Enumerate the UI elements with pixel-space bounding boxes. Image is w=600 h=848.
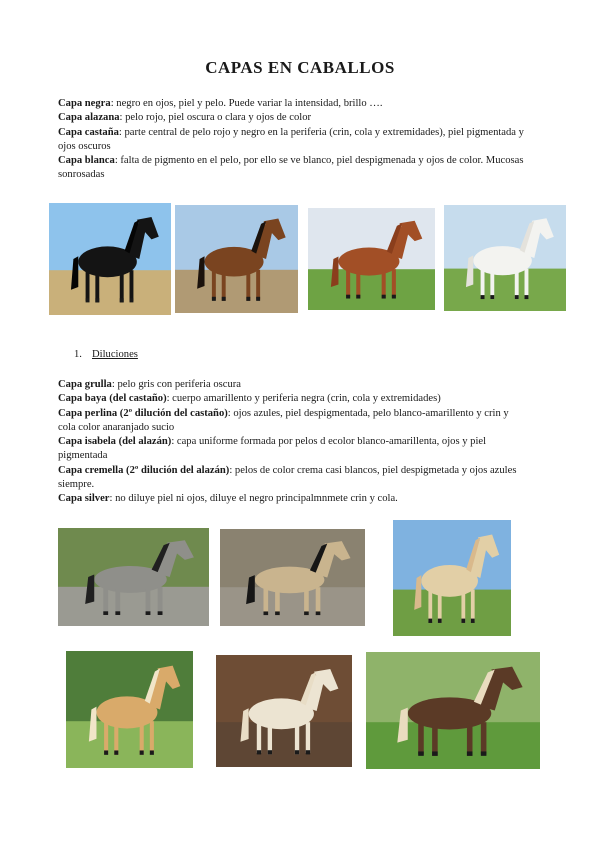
dilution-desc: : cuerpo amarillento y periferia negra (crin, cola y extremidades) <box>166 393 441 405</box>
coat-term: Capa alazana <box>58 112 120 124</box>
white-horse-photo <box>444 205 566 311</box>
coat-desc: : falta de pigmento en el pelo, por ello se ve blanco, piel despigmenada y ojos de color. Mucosas sonrosadas <box>58 155 524 181</box>
chestnut-horse-photo <box>308 208 435 310</box>
dilution-desc: : capa uniforme formada por pelos d ecolor blanco-amarillenta, ojos y piel pigmentada <box>58 436 487 462</box>
white-horse-photo-image <box>444 205 566 311</box>
page-title: CAPAS EN CABALLOS <box>205 58 395 77</box>
grulla-horse-photo-image <box>58 528 209 626</box>
coat-term: Capa castaña <box>58 126 119 138</box>
dilution-term: Capa grulla <box>58 379 112 390</box>
dilution-item <box>58 464 528 493</box>
cremello-horse-photo-image <box>216 655 352 767</box>
bay-horse-photo <box>175 205 298 313</box>
dilution-desc: : no diluye piel ni ojos, diluye el negro principalmnmete crin y cola. <box>109 493 398 505</box>
dilution-item <box>58 435 528 464</box>
dilution-item <box>58 392 528 406</box>
dilution-term: Capa isabela (del alazán) <box>58 436 172 448</box>
dilution-term: Capa cremella (2º dilución del alazán) <box>58 464 230 476</box>
buckskin-horse-photo-image <box>220 529 365 626</box>
dilution-desc: : ojos azules, piel despigmentada, pelo blanco-amarillento y crin y cola color anaranjado sucio <box>58 407 509 433</box>
coat-item <box>58 126 528 155</box>
section-number: 1. <box>74 349 82 360</box>
cremello-horse-photo <box>216 655 352 767</box>
section-heading <box>74 349 138 360</box>
palomino-horse-photo-image <box>66 651 193 768</box>
dilution-desc: : pelos de color crema casi blancos, piel despigmetada y ojos azules siempre. <box>58 464 517 491</box>
dilution-term: Capa baya (del castaño) <box>58 393 167 405</box>
palomino-horse-photo <box>66 651 193 768</box>
dilution-term: Capa silver <box>58 493 110 505</box>
coat-term: Capa negra <box>58 98 111 109</box>
silver-horse-photo-image <box>366 652 540 769</box>
coat-definitions <box>58 97 528 183</box>
perlino-horse-photo-image <box>393 520 511 636</box>
dilution-item <box>58 492 528 506</box>
perlino-horse-photo <box>393 520 511 636</box>
coat-desc: : parte central de pelo rojo y negro en la periferia (crin, cola y extremidades), piel pigmentada y ojos oscuros <box>58 126 524 152</box>
coat-desc: : negro en ojos, piel y pelo. Puede variar la intensidad, brillo …. <box>110 98 383 109</box>
coat-item <box>58 154 528 183</box>
bay-horse-photo-image <box>175 205 298 313</box>
dilution-desc: : pelo gris con periferia oscura <box>111 379 241 390</box>
dilution-item <box>58 378 528 392</box>
chestnut-horse-photo-image <box>308 208 435 310</box>
dilution-definitions <box>58 378 528 507</box>
black-horse-photo-image <box>49 203 171 315</box>
grulla-horse-photo <box>58 528 209 626</box>
coat-term: Capa blanca <box>58 155 115 167</box>
silver-horse-photo <box>366 652 540 769</box>
coat-desc: : pelo rojo, piel oscura o clara y ojos de color <box>119 112 312 124</box>
section-label: Diluciones <box>92 349 138 360</box>
dilution-term: Capa perlina (2º dilución del castaño) <box>58 407 228 419</box>
buckskin-horse-photo <box>220 529 365 626</box>
black-horse-photo <box>49 203 171 315</box>
dilution-item <box>58 407 528 436</box>
coat-item <box>58 97 528 111</box>
coat-item <box>58 111 528 125</box>
